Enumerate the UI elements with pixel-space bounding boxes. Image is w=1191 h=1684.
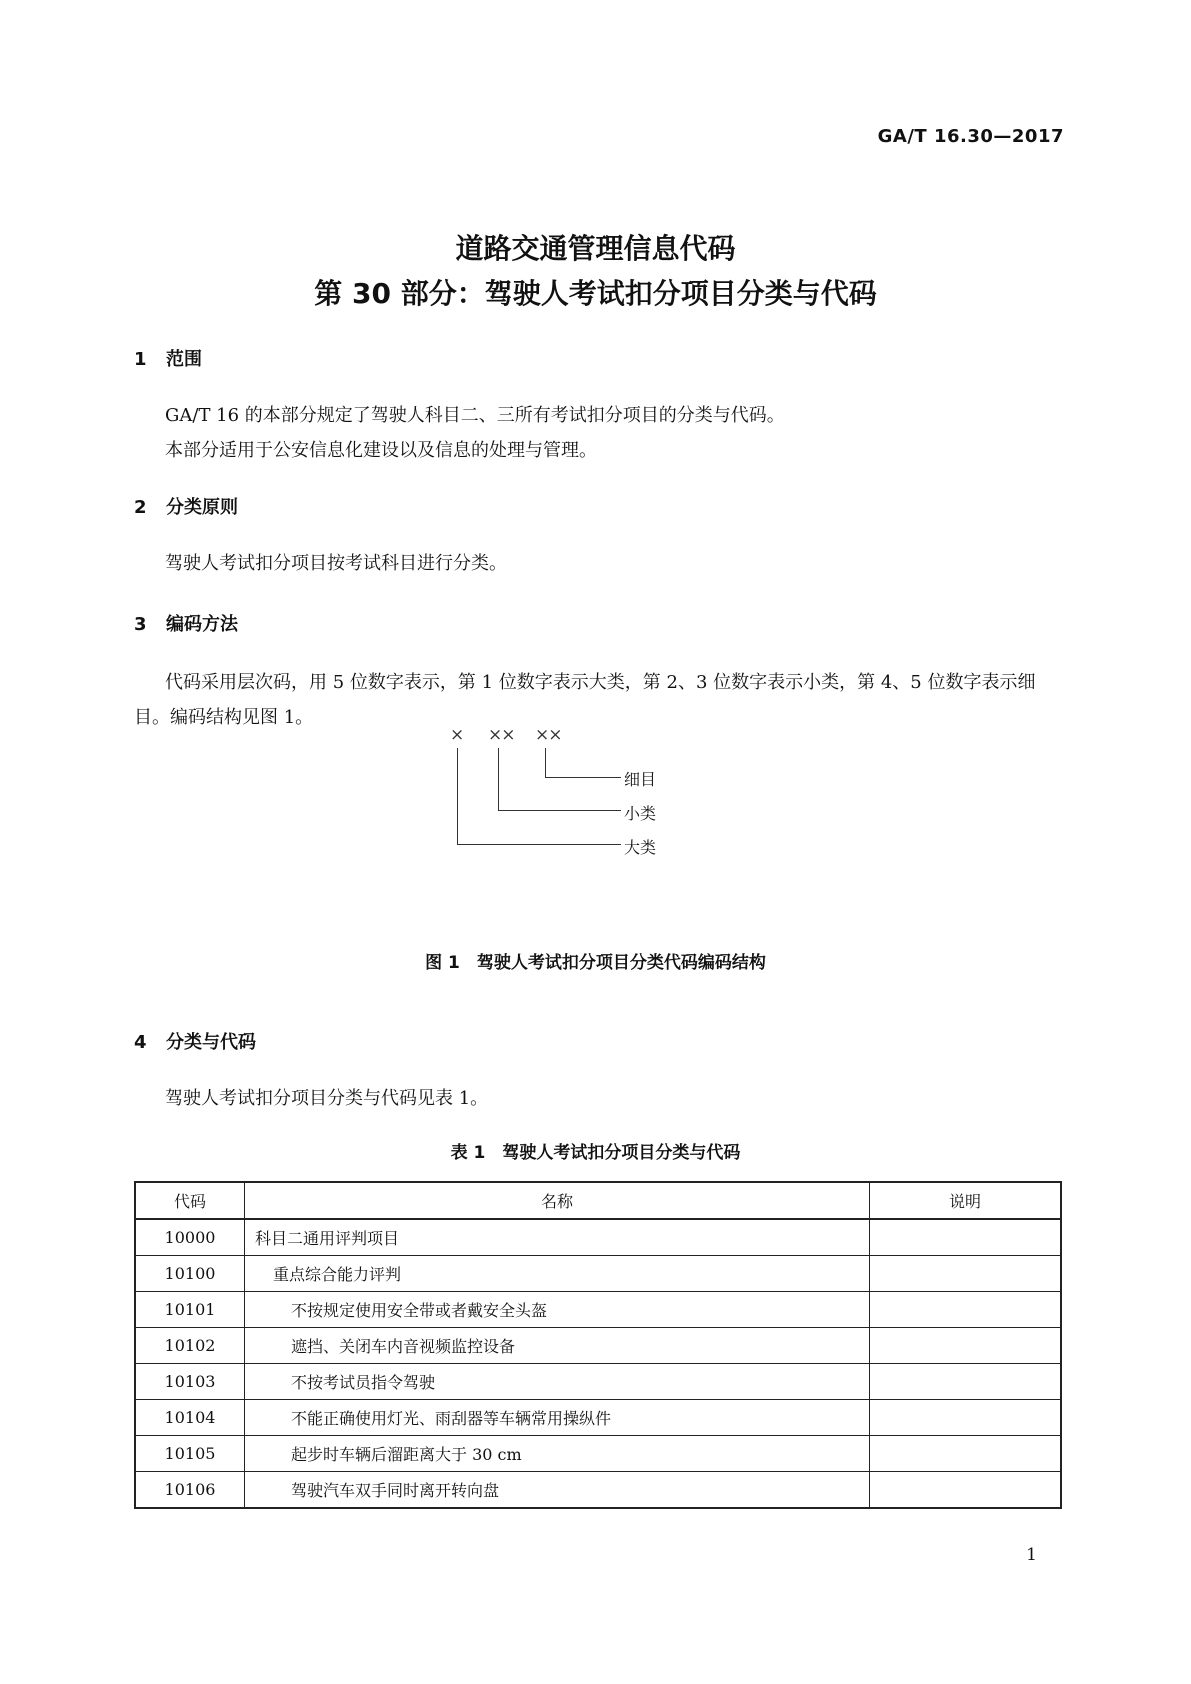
connector-line: [545, 748, 546, 778]
section-number: 4: [134, 1032, 147, 1053]
note-cell: [870, 1328, 1062, 1364]
table-row: [135, 1328, 1061, 1364]
name-cell: 起步时车辆后溜距离大于 30 cm: [245, 1436, 870, 1472]
section-title: 分类原则: [166, 497, 238, 518]
table-header-row: [135, 1182, 1061, 1219]
section-number: 2: [134, 497, 147, 518]
name-cell: 不按考试员指令驾驶: [245, 1364, 870, 1400]
table-row: [135, 1472, 1061, 1509]
document-title-line1: 道路交通管理信息代码: [455, 232, 736, 265]
standard-code: GA/T 16.30—2017: [877, 126, 1064, 147]
section-heading-3: [134, 610, 238, 636]
code-cell: 10101: [135, 1292, 245, 1328]
code-cell: 10105: [135, 1436, 245, 1472]
column-header-note: 说明: [870, 1182, 1062, 1219]
figure-label-major: 大类: [624, 838, 657, 857]
document-title-line2: 第 30 部分：驾驶人考试扣分项目分类与代码: [314, 277, 877, 310]
section-title: 范围: [166, 349, 202, 370]
name-cell: 不按规定使用安全带或者戴安全头盔: [245, 1292, 870, 1328]
connector-line: [498, 748, 499, 811]
section-heading-2: [134, 493, 238, 519]
table-row: [135, 1219, 1061, 1256]
note-cell: [870, 1292, 1062, 1328]
section-title: 分类与代码: [166, 1032, 256, 1053]
connector-line: [545, 777, 621, 778]
table-row: [135, 1436, 1061, 1472]
section-number: 3: [134, 614, 147, 635]
table-row: [135, 1292, 1061, 1328]
paragraph: 代码采用层次码，用 5 位数字表示，第 1 位数字表示大类，第 2、3 位数字表示小类，第 4、5 位数字表示细目。编码结构见图 1。: [134, 672, 1036, 728]
figure-label-detail: 细目: [624, 770, 657, 789]
table-caption: 表 1 驾驶人考试扣分项目分类与代码: [450, 1143, 741, 1163]
paragraph: 本部分适用于公安信息化建设以及信息的处理与管理。: [165, 440, 597, 461]
note-cell: [870, 1256, 1062, 1292]
connector-line: [498, 810, 621, 811]
note-cell: [870, 1364, 1062, 1400]
page-number: 1: [1026, 1545, 1037, 1565]
table-row: [135, 1364, 1061, 1400]
paragraph: 驾驶人考试扣分项目分类与代码见表 1。: [165, 1088, 489, 1109]
note-cell: [870, 1400, 1062, 1436]
code-cell: 10106: [135, 1472, 245, 1509]
figure-symbol-major: ×: [450, 725, 464, 745]
figure-caption: 图 1 驾驶人考试扣分项目分类代码编码结构: [425, 953, 766, 973]
table-row: [135, 1400, 1061, 1436]
connector-line: [457, 748, 458, 845]
name-cell: 驾驶汽车双手同时离开转向盘: [245, 1472, 870, 1509]
connector-line: [457, 844, 621, 845]
section-heading-4: [134, 1028, 256, 1054]
name-cell: 科目二通用评判项目: [245, 1219, 870, 1256]
name-cell: 遮挡、关闭车内音视频监控设备: [245, 1328, 870, 1364]
code-cell: 10000: [135, 1219, 245, 1256]
column-header-name: 名称: [245, 1182, 870, 1219]
section-title: 编码方法: [166, 614, 238, 635]
code-cell: 10100: [135, 1256, 245, 1292]
code-cell: 10102: [135, 1328, 245, 1364]
name-cell: 重点综合能力评判: [245, 1256, 870, 1292]
note-cell: [870, 1472, 1062, 1509]
paragraph: GA/T 16 的本部分规定了驾驶人科目二、三所有考试扣分项目的分类与代码。: [165, 405, 785, 426]
note-cell: [870, 1219, 1062, 1256]
column-header-code: 代码: [135, 1182, 245, 1219]
note-cell: [870, 1436, 1062, 1472]
figure-label-minor: 小类: [624, 804, 657, 823]
table-row: [135, 1256, 1061, 1292]
section-heading-1: [134, 345, 202, 371]
code-table: [134, 1181, 1062, 1509]
figure-symbol-minor: ××: [488, 725, 515, 745]
code-cell: 10104: [135, 1400, 245, 1436]
figure-symbol-detail: ××: [535, 725, 562, 745]
paragraph: 驾驶人考试扣分项目按考试科目进行分类。: [165, 553, 507, 574]
code-cell: 10103: [135, 1364, 245, 1400]
section-number: 1: [134, 349, 147, 370]
name-cell: 不能正确使用灯光、雨刮器等车辆常用操纵件: [245, 1400, 870, 1436]
